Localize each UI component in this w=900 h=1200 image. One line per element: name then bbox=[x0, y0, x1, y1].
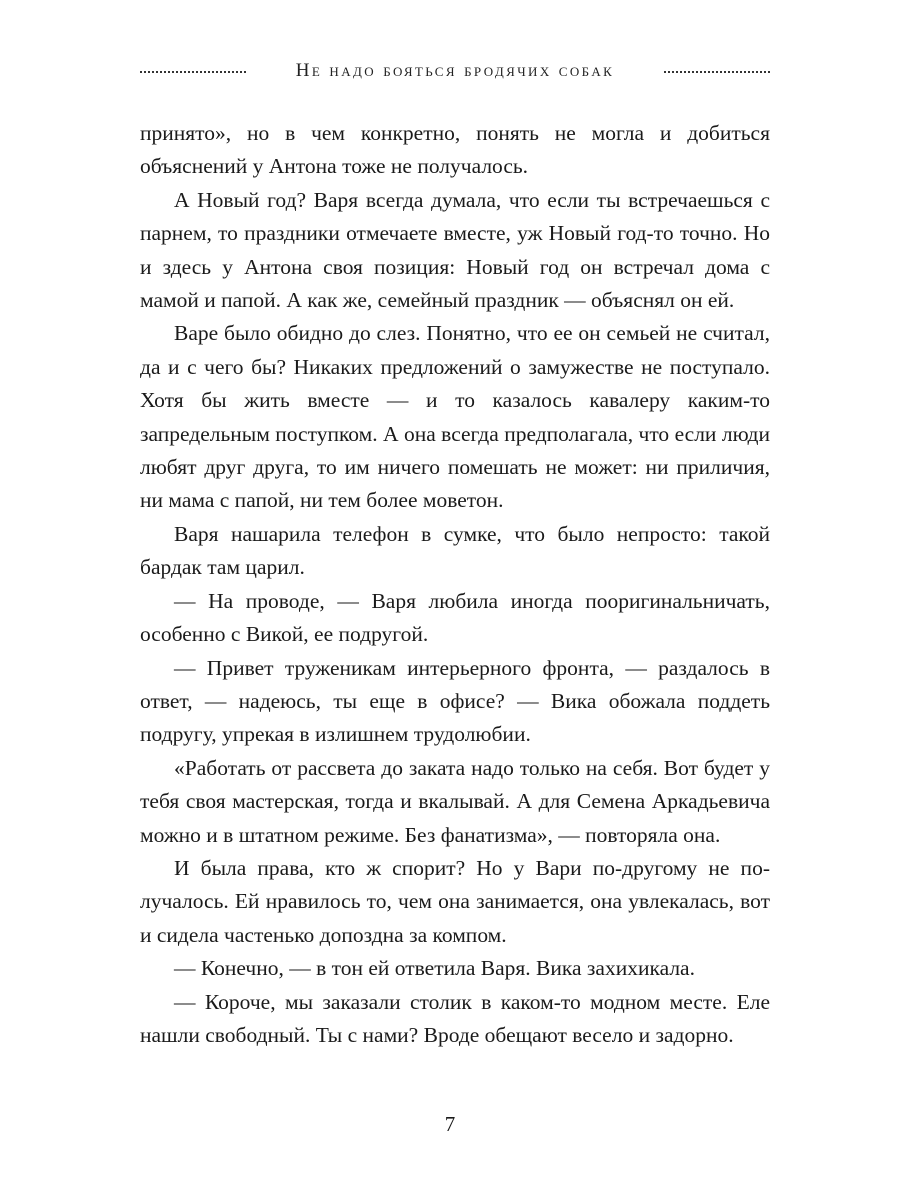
paragraph: — Конечно, — в тон ей ответила Варя. Вика захихикала. bbox=[174, 956, 695, 981]
paragraph: — Короче, мы заказали столик в каком-то модном месте. Еле нашли свободный. Ты с нами? Вроде обещают весело и задорно. bbox=[140, 989, 770, 1047]
paragraph: — Привет труженикам интерьерного фронта, — раздалось в ответ, — надеюсь, ты еще в офисе? — Вика обожала поддеть подругу, упрекая в излишнем трудолюбии. bbox=[140, 655, 770, 747]
paragraph: Варя нашарила телефон в сумке, что было непросто: такой бардак там царил. bbox=[140, 521, 770, 580]
paragraph: «Работать от рассвета до заката надо только на себя. Вот будет у тебя своя мастерская, тогда и вкалывай. А для Семена Аркадьевича можно и в штатном режиме. Без фанатизма», — повторяла она. bbox=[140, 755, 770, 847]
running-title: Не надо бояться бродячих собак bbox=[295, 60, 615, 81]
header-dotted-rule-right bbox=[664, 71, 770, 73]
header-dotted-rule-left bbox=[140, 71, 246, 73]
paragraph: И была права, кто ж спорит? Но у Вари по-другому не получалось. Ей нравилось то, чем она занимается, она увлекалась, вот и сидела частенько допоздна за компом. bbox=[140, 855, 770, 947]
paragraph: — На проводе, — Варя любила иногда пооригинальничать, особенно с Викой, ее подругой. bbox=[140, 588, 770, 647]
body-text bbox=[140, 117, 770, 1052]
running-header bbox=[140, 56, 770, 86]
page-number: 7 bbox=[444, 1112, 456, 1136]
paragraph: Варе было обидно до слез. Понятно, что ее он семьей не считал, да и с чего бы? Никаких предложений о замужестве не поступало. Хотя бы жить вместе — и то казалось кавалеру каким-то запредельным поступком. А она всегда предполагала, что если люди любят друг друга, то им ничего помешать не может: ни приличия, ни мама с папой, ни тем более моветон. bbox=[140, 321, 770, 513]
paragraph: принято», но в чем конкретно, понять не могла и добиться объяснений у Антона тоже не получалось. bbox=[140, 121, 770, 179]
paragraph: А Новый год? Варя всегда думала, что если ты встречаешься с парнем, то праздники отмечаете вместе, уж Новый год-то точно. Но и здесь у Антона своя позиция: Новый год он встречал дома с мамой и папой. А как же, семейный праздник — объяснял он ей. bbox=[140, 187, 770, 313]
